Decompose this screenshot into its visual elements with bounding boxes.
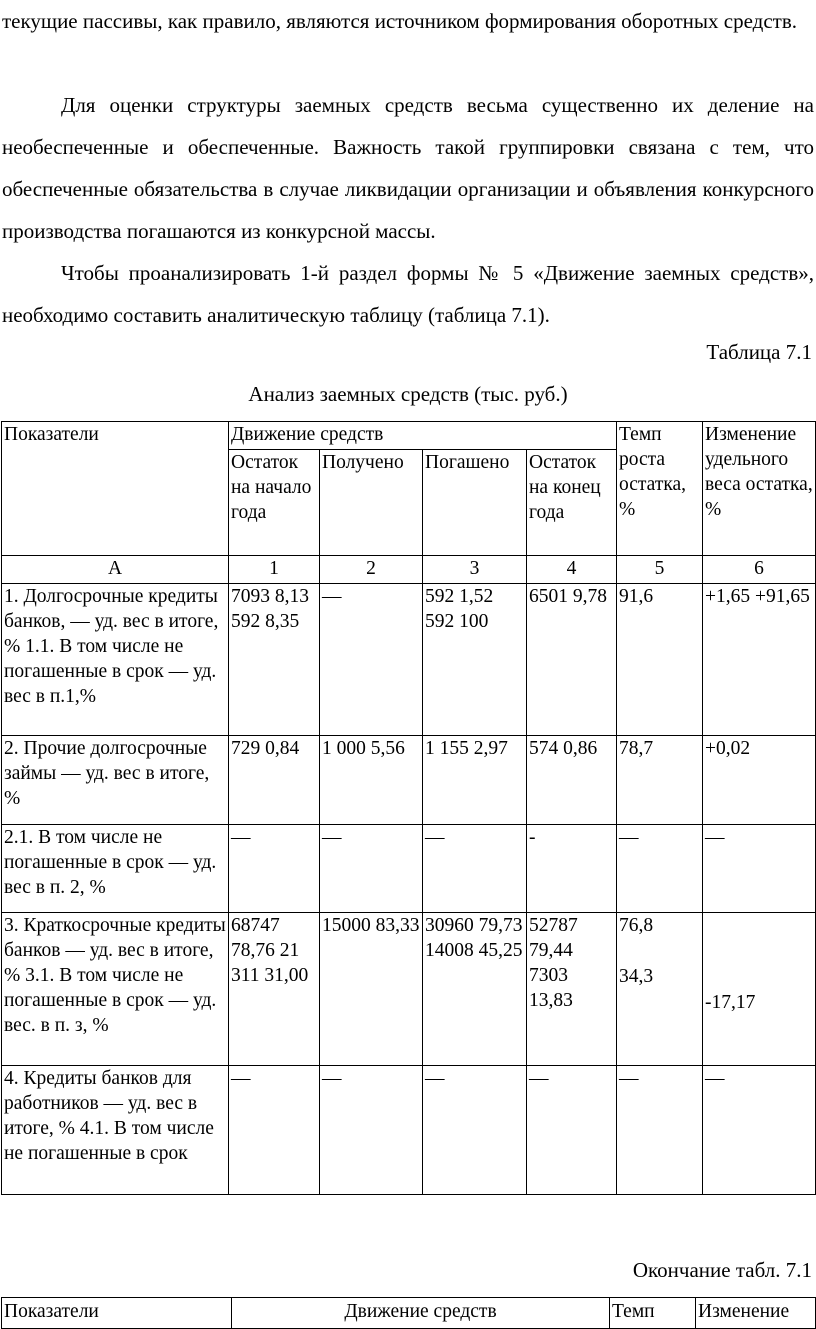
cell-end: - bbox=[527, 825, 617, 913]
cell-start: 7093 8,13 592 8,35 bbox=[229, 584, 320, 736]
table-row bbox=[2, 825, 816, 913]
col-number: 4 bbox=[527, 556, 617, 584]
cell-share-change: — bbox=[703, 1066, 816, 1195]
cell-received: — bbox=[320, 1066, 423, 1195]
cell-growth: 91,6 bbox=[617, 584, 703, 736]
cell-end: 574 0,86 bbox=[527, 736, 617, 825]
row-label: 2.1. В том числе не погашенные в срок — уд. вес в п. 2, % bbox=[2, 825, 229, 913]
table-row bbox=[2, 584, 816, 736]
column-numbers-row bbox=[2, 556, 816, 584]
col-number: 6 bbox=[703, 556, 816, 584]
cell-end: — bbox=[527, 1066, 617, 1195]
row-label: 2. Прочие долгосрочные займы — уд. вес в итоге, % bbox=[2, 736, 229, 825]
table-label: Таблица 7.1 bbox=[706, 340, 812, 364]
col-number: 5 bbox=[617, 556, 703, 584]
loans-analysis-table-continuation bbox=[1, 1297, 816, 1329]
header-received: Получено bbox=[320, 450, 423, 556]
paragraph-structure: Для оценки структуры заемных средств весьма существенно их деление на необеспеченные и обеспеченные. Важность такой группировки связана с тем, что обеспеченные обязательства в случае ликвидации организации и объявления конкурсного производства погашаются из конкурсной массы. bbox=[2, 93, 814, 243]
table-row bbox=[2, 1066, 816, 1195]
cell-growth: — bbox=[617, 825, 703, 913]
cell-received: 1 000 5,56 bbox=[320, 736, 423, 825]
cell-received: — bbox=[320, 584, 423, 736]
paragraph-continuation: текущие пассивы, как правило, являются источником формирования оборотных средств. bbox=[2, 9, 797, 33]
loans-analysis-table bbox=[1, 421, 816, 1195]
header-share-change: Изменение bbox=[696, 1298, 816, 1329]
share-change-value: -17,17 bbox=[705, 992, 756, 1013]
continuation-label: Окончание табл. 7.1 bbox=[632, 1258, 812, 1282]
cell-start: — bbox=[229, 825, 320, 913]
header-indicators: Показатели bbox=[2, 422, 229, 556]
cell-repaid: — bbox=[423, 825, 527, 913]
col-number: А bbox=[2, 556, 229, 584]
growth-value-overdue: 34,3 bbox=[619, 966, 654, 987]
cell-share-change: +1,65 +91,65 bbox=[703, 584, 816, 736]
cell-start: 68747 78,76 21 311 31,00 bbox=[229, 913, 320, 1066]
cell-growth: — bbox=[617, 1066, 703, 1195]
header-share-change: Изменение удельного веса остатка, % bbox=[703, 422, 816, 556]
cell-share-change bbox=[703, 913, 816, 1066]
cell-start: 729 0,84 bbox=[229, 736, 320, 825]
table-title: Анализ заемных средств (тыс. руб.) bbox=[248, 382, 568, 406]
cell-share-change: +0,02 bbox=[703, 736, 816, 825]
cell-repaid: 1 155 2,97 bbox=[423, 736, 527, 825]
col-number: 2 bbox=[320, 556, 423, 584]
header-end: Остаток на конец года bbox=[527, 450, 617, 556]
cell-growth bbox=[617, 913, 703, 1066]
row-label: 4. Кредиты банков для работников — уд. вес в итоге, % 4.1. В том числе не погашенные в срок bbox=[2, 1066, 229, 1195]
row-label: 3. Краткосрочные кредиты банков — уд. вес в итоге, % 3.1. В том числе не погашенные в срок — уд. вес. в п. з, % bbox=[2, 913, 229, 1066]
header-movement: Движение средств bbox=[232, 1298, 610, 1329]
cell-growth: 78,7 bbox=[617, 736, 703, 825]
header-movement: Движение средств bbox=[229, 422, 617, 450]
cell-repaid: 592 1,52 592 100 bbox=[423, 584, 527, 736]
cell-received: — bbox=[320, 825, 423, 913]
header-indicators: Показатели bbox=[2, 1298, 232, 1329]
header-start: Остаток на начало года bbox=[229, 450, 320, 556]
cell-received: 15000 83,33 bbox=[320, 913, 423, 1066]
table-row bbox=[2, 913, 816, 1066]
row-label: 1. Долгосрочные кредиты банков, — уд. вес в итоге, % 1.1. В том числе не погашенные в срок — уд. вес в п.1,% bbox=[2, 584, 229, 736]
cell-start: — bbox=[229, 1066, 320, 1195]
header-growth: Темп роста остатка, % bbox=[617, 422, 703, 556]
cell-share-change: — bbox=[703, 825, 816, 913]
cell-repaid: 30960 79,73 14008 45,25 bbox=[423, 913, 527, 1066]
col-number: 1 bbox=[229, 556, 320, 584]
header-repaid: Погашено bbox=[423, 450, 527, 556]
cell-end: 52787 79,44 7303 13,83 bbox=[527, 913, 617, 1066]
header-row-1 bbox=[2, 422, 816, 450]
cell-end: 6501 9,78 bbox=[527, 584, 617, 736]
paragraph-analysis: Чтобы проанализировать 1-й раздел формы № 5 «Движение заемных средств», необходимо составить аналитическую таблицу (таблица 7.1). bbox=[2, 261, 814, 327]
header-growth: Темп bbox=[610, 1298, 696, 1329]
header-row bbox=[2, 1298, 816, 1329]
cell-repaid: — bbox=[423, 1066, 527, 1195]
growth-value: 76,8 bbox=[619, 915, 654, 936]
table-row bbox=[2, 736, 816, 825]
col-number: 3 bbox=[423, 556, 527, 584]
